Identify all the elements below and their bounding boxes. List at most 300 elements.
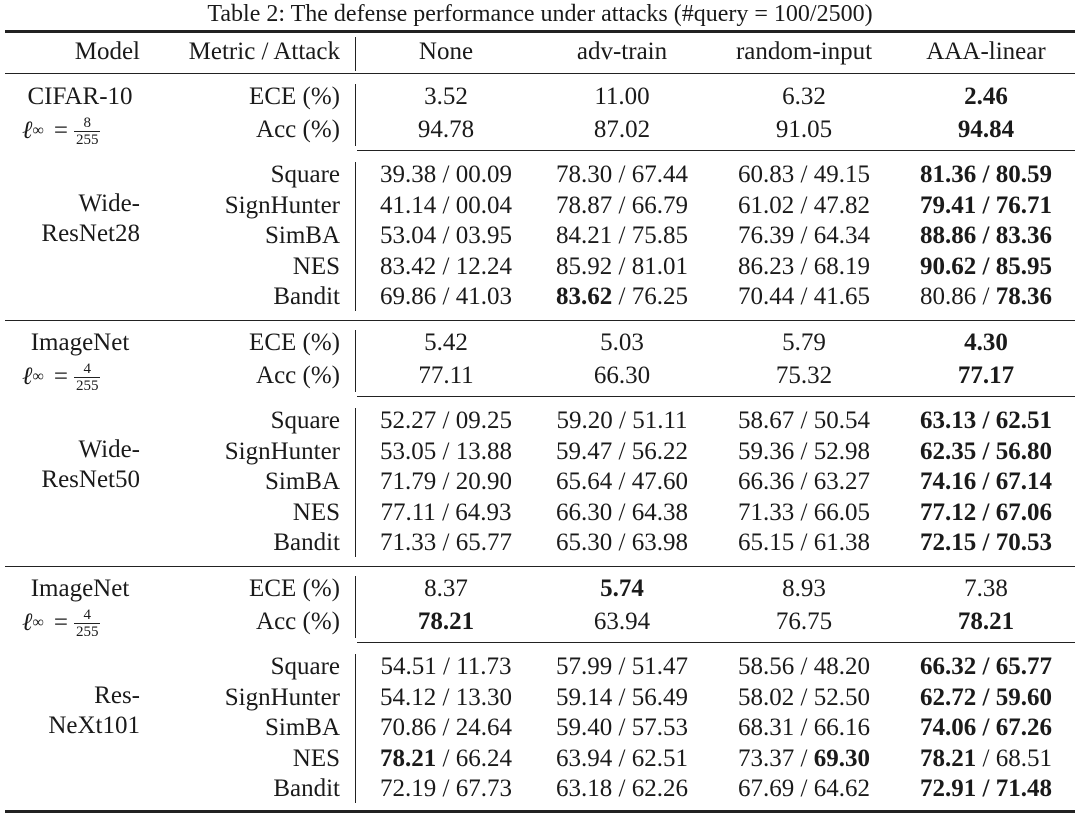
attack-value-aaa-linear [900, 744, 1072, 774]
accuracy-2500-queries: 57.53 [631, 714, 688, 742]
header-model: Model [74, 38, 140, 65]
accuracy-100-queries: 72.15 [920, 529, 977, 557]
accuracy-100-queries: 65.64 [556, 468, 613, 496]
attack-value-aaa-linear [900, 652, 1072, 682]
accuracy-2500-queries: 68.19 [813, 252, 870, 280]
metric-value-adv-train: 11.00 [594, 83, 650, 110]
accuracy-100-queries: 65.30 [556, 529, 613, 557]
accuracy-100-queries: 61.02 [738, 191, 795, 219]
accuracy-100-queries: 68.31 [738, 714, 795, 742]
accuracy-2500-queries: 52.50 [813, 683, 870, 711]
value-separator: / [612, 468, 632, 496]
accuracy-2500-queries: 50.54 [813, 407, 870, 434]
accuracy-2500-queries: 51.47 [631, 653, 688, 680]
value-separator: / [976, 407, 996, 434]
bottom-rule [5, 810, 1075, 813]
accuracy-2500-queries: 78.36 [995, 283, 1052, 311]
fraction-denominator: 255 [75, 377, 99, 394]
accuracy-100-queries: 63.13 [920, 407, 977, 434]
value-separator: / [436, 252, 456, 280]
value-separator: / [436, 283, 456, 311]
accuracy-2500-queries: 41.03 [455, 283, 512, 311]
accuracy-100-queries: 63.18 [556, 775, 613, 803]
value-separator: / [794, 222, 814, 250]
attack-label: Square [270, 161, 340, 188]
metric-value-aaa-linear: 4.30 [964, 329, 1008, 356]
accuracy-2500-queries: 41.65 [813, 283, 870, 311]
model-name [10, 189, 140, 249]
accuracy-100-queries: 74.06 [920, 714, 977, 742]
attack-value-random-input [712, 528, 896, 558]
accuracy-2500-queries: 68.51 [995, 744, 1052, 772]
epsilon-formula [22, 109, 100, 153]
value-separator: / [976, 222, 996, 250]
accuracy-2500-queries: 03.95 [455, 222, 512, 250]
accuracy-100-queries: 54.12 [380, 683, 437, 711]
accuracy-100-queries: 66.36 [738, 468, 795, 496]
accuracy-2500-queries: 66.16 [813, 714, 870, 742]
attack-label: NES [292, 744, 340, 772]
accuracy-2500-queries: 76.71 [995, 191, 1052, 219]
equals-sign: = [53, 609, 68, 636]
value-separator: / [612, 775, 632, 803]
value-separator: / [436, 468, 456, 496]
value-separator: / [612, 683, 632, 711]
attack-value-random-input [712, 713, 896, 743]
attack-value-random-input [712, 406, 896, 436]
value-separator: / [794, 529, 814, 557]
attack-value-aaa-linear [900, 191, 1072, 221]
attack-value-aaa-linear [900, 437, 1072, 467]
attack-value-none [360, 252, 532, 282]
attack-label: SimBA [264, 468, 340, 496]
metric-value-random-input: 5.79 [782, 329, 826, 356]
value-separator: / [794, 468, 814, 496]
value-separator: / [976, 653, 996, 680]
accuracy-2500-queries: 67.06 [995, 498, 1052, 526]
equals-sign: = [53, 363, 68, 390]
attack-value-adv-train [536, 252, 708, 282]
accuracy-2500-queries: 47.60 [631, 468, 688, 496]
attack-divider [355, 654, 356, 803]
ell-symbol: ℓ [22, 117, 33, 144]
value-separator: / [976, 683, 996, 711]
dataset-name: CIFAR-10 [27, 83, 133, 110]
value-separator: / [612, 283, 632, 311]
header-none: None [418, 38, 474, 65]
attack-value-adv-train [536, 774, 708, 804]
epsilon-fraction [74, 607, 101, 640]
value-separator: / [612, 407, 633, 434]
accuracy-2500-queries: 51.11 [632, 407, 688, 434]
value-separator: / [976, 468, 996, 496]
attack-value-none [360, 683, 532, 713]
attack-value-random-input [712, 774, 896, 804]
accuracy-2500-queries: 66.79 [631, 191, 688, 219]
attack-label: Square [270, 407, 340, 434]
model-name [10, 681, 140, 741]
header-metric: Metric / Attack [188, 38, 340, 65]
value-separator: / [436, 683, 456, 711]
epsilon-fraction [74, 361, 101, 394]
accuracy-100-queries: 69.86 [380, 283, 437, 311]
infinity-subscript: ∞ [32, 614, 44, 631]
value-separator: / [435, 498, 456, 526]
value-separator: / [976, 498, 996, 526]
accuracy-100-queries: 62.72 [920, 683, 977, 711]
value-separator: / [976, 437, 996, 465]
header-adv-train: adv-train [576, 38, 668, 65]
equals-sign: = [53, 117, 68, 144]
value-separator: / [612, 222, 632, 250]
metric-value-aaa-linear: 77.17 [957, 362, 1015, 389]
attack-value-none [360, 282, 532, 312]
fraction-numerator: 4 [83, 360, 91, 377]
accuracy-2500-queries: 52.98 [813, 437, 870, 465]
accuracy-100-queries: 74.16 [920, 468, 977, 496]
attack-value-random-input [712, 652, 896, 682]
accuracy-100-queries: 80.86 [920, 283, 977, 311]
accuracy-100-queries: 59.14 [556, 683, 613, 711]
accuracy-100-queries: 72.91 [920, 775, 977, 803]
attack-label: SignHunter [224, 191, 340, 219]
accuracy-2500-queries: 62.26 [631, 775, 688, 803]
attack-value-random-input [712, 744, 896, 774]
accuracy-100-queries: 59.47 [556, 437, 613, 465]
attack-value-adv-train [536, 683, 708, 713]
attack-value-adv-train [536, 744, 708, 774]
accuracy-2500-queries: 56.80 [995, 437, 1052, 465]
accuracy-100-queries: 70.86 [380, 714, 437, 742]
value-separator: / [794, 744, 814, 772]
attack-value-adv-train [536, 406, 708, 436]
metric-label: Acc (%) [256, 116, 340, 143]
accuracy-2500-queries: 64.38 [631, 498, 688, 526]
attack-label: Bandit [273, 775, 340, 803]
epsilon-formula [22, 601, 100, 645]
accuracy-2500-queries: 00.04 [455, 191, 512, 219]
accuracy-2500-queries: 64.93 [455, 498, 512, 526]
attack-divider [355, 408, 356, 557]
attack-value-none [360, 406, 532, 436]
attack-value-adv-train [536, 191, 708, 221]
value-separator: / [794, 653, 814, 680]
attack-label: SimBA [264, 714, 340, 742]
metric-value-aaa-linear: 7.38 [964, 575, 1008, 602]
attack-value-adv-train [536, 652, 708, 682]
section-rule [357, 150, 1075, 151]
section-rule [357, 396, 1075, 397]
accuracy-2500-queries: 65.77 [455, 529, 512, 557]
attack-value-aaa-linear [900, 282, 1072, 312]
attack-label: SignHunter [224, 437, 340, 465]
metric-value-random-input: 91.05 [775, 116, 833, 143]
value-separator: / [976, 283, 996, 311]
attack-value-random-input [712, 191, 896, 221]
accuracy-100-queries: 83.42 [380, 252, 437, 280]
metric-value-adv-train: 87.02 [593, 116, 651, 143]
accuracy-2500-queries: 24.64 [455, 714, 512, 742]
attack-value-none [360, 221, 532, 251]
metric-value-aaa-linear: 2.46 [964, 83, 1008, 110]
accuracy-100-queries: 62.35 [920, 437, 977, 465]
metric-value-random-input: 76.75 [775, 608, 833, 635]
accuracy-100-queries: 60.83 [738, 161, 795, 188]
metric-label: ECE (%) [249, 329, 340, 356]
accuracy-2500-queries: 13.30 [455, 683, 512, 711]
attack-value-adv-train [536, 221, 708, 251]
attack-value-random-input [712, 221, 896, 251]
value-separator: / [976, 161, 996, 188]
accuracy-2500-queries: 61.38 [813, 529, 870, 557]
attack-label: SignHunter [224, 683, 340, 711]
fraction-denominator: 255 [75, 131, 99, 148]
model-name-line: Wide- [78, 189, 140, 217]
attack-value-none [360, 191, 532, 221]
accuracy-2500-queries: 69.30 [813, 744, 870, 772]
metric-value-random-input: 6.32 [782, 83, 826, 110]
value-separator: / [794, 714, 814, 742]
infinity-subscript: ∞ [32, 122, 44, 139]
dataset-name: ImageNet [30, 329, 130, 356]
accuracy-2500-queries: 56.22 [631, 437, 688, 465]
accuracy-100-queries: 70.44 [738, 283, 795, 311]
accuracy-100-queries: 90.62 [920, 252, 977, 280]
accuracy-100-queries: 59.40 [556, 714, 613, 742]
metric-value-adv-train: 5.03 [600, 329, 644, 356]
value-separator: / [436, 222, 456, 250]
epsilon-fraction [74, 115, 101, 148]
accuracy-2500-queries: 85.95 [995, 252, 1052, 280]
header-rule [5, 73, 1075, 74]
value-separator: / [436, 529, 456, 557]
metric-value-none: 3.52 [424, 83, 468, 110]
accuracy-100-queries: 73.37 [738, 744, 795, 772]
attack-label: Bandit [273, 283, 340, 311]
attack-value-none [360, 713, 532, 743]
accuracy-2500-queries: 67.14 [995, 468, 1052, 496]
section-rule [357, 642, 1075, 643]
model-name [10, 435, 140, 495]
attack-value-none [360, 652, 532, 682]
value-separator: / [612, 744, 632, 772]
value-separator: / [436, 161, 456, 188]
accuracy-2500-queries: 47.82 [813, 191, 870, 219]
epsilon-formula [22, 355, 100, 399]
attack-value-none [360, 498, 532, 528]
value-separator: / [612, 498, 632, 526]
accuracy-2500-queries: 63.98 [631, 529, 688, 557]
value-separator: / [612, 191, 632, 219]
value-separator: / [976, 775, 996, 803]
value-separator: / [794, 775, 814, 803]
value-separator: / [976, 744, 996, 772]
accuracy-2500-queries: 56.49 [631, 683, 688, 711]
accuracy-100-queries: 39.38 [380, 161, 437, 188]
accuracy-100-queries: 54.51 [380, 653, 437, 680]
accuracy-2500-queries: 00.09 [455, 161, 512, 188]
accuracy-100-queries: 71.33 [738, 498, 795, 526]
accuracy-2500-queries: 49.15 [813, 161, 870, 188]
attack-value-random-input [712, 467, 896, 497]
value-separator: / [612, 529, 632, 557]
attack-value-none [360, 160, 532, 190]
accuracy-2500-queries: 76.25 [631, 283, 688, 311]
value-separator: / [436, 714, 456, 742]
fraction-denominator: 255 [75, 623, 99, 640]
value-separator: / [794, 683, 814, 711]
accuracy-2500-queries: 75.85 [631, 222, 688, 250]
attack-value-random-input [712, 437, 896, 467]
accuracy-2500-queries: 81.01 [631, 252, 688, 280]
accuracy-2500-queries: 48.20 [813, 653, 870, 680]
value-separator: / [794, 283, 814, 311]
value-separator: / [612, 714, 632, 742]
accuracy-2500-queries: 12.24 [455, 252, 512, 280]
accuracy-100-queries: 53.04 [380, 222, 437, 250]
accuracy-2500-queries: 65.77 [995, 653, 1052, 680]
table-caption [0, 0, 1080, 28]
header-divider [355, 37, 356, 71]
attack-value-none [360, 467, 532, 497]
fraction-numerator: 8 [83, 114, 91, 131]
metric-label: Acc (%) [256, 362, 340, 389]
attack-value-adv-train [536, 437, 708, 467]
value-separator: / [436, 775, 456, 803]
value-separator: / [794, 407, 814, 434]
infinity-subscript: ∞ [32, 368, 44, 385]
attack-value-aaa-linear [900, 160, 1072, 190]
block-separator [5, 566, 1075, 567]
metric-divider [355, 330, 356, 392]
attack-value-adv-train [536, 282, 708, 312]
accuracy-2500-queries: 71.48 [995, 775, 1052, 803]
value-separator: / [436, 653, 457, 680]
value-separator: / [612, 437, 632, 465]
block-separator [5, 320, 1075, 321]
accuracy-100-queries: 78.30 [556, 161, 613, 188]
attack-divider [355, 162, 356, 311]
metric-value-none: 77.11 [418, 362, 474, 389]
attack-label: NES [292, 498, 340, 526]
accuracy-100-queries: 88.86 [920, 222, 977, 250]
attack-value-adv-train [536, 160, 708, 190]
accuracy-2500-queries: 13.88 [455, 437, 512, 465]
value-separator: / [976, 191, 996, 219]
accuracy-2500-queries: 62.51 [995, 407, 1052, 434]
attack-label: SimBA [264, 222, 340, 250]
accuracy-2500-queries: 59.60 [995, 683, 1052, 711]
accuracy-100-queries: 41.14 [380, 191, 437, 219]
accuracy-100-queries: 58.67 [738, 407, 795, 434]
accuracy-100-queries: 76.39 [738, 222, 795, 250]
model-name-line: Res- [94, 681, 140, 709]
metric-value-none: 94.78 [417, 116, 475, 143]
accuracy-2500-queries: 67.26 [995, 714, 1052, 742]
accuracy-100-queries: 66.32 [920, 653, 977, 680]
attack-value-aaa-linear [900, 528, 1072, 558]
accuracy-100-queries: 67.69 [738, 775, 795, 803]
accuracy-2500-queries: 67.73 [455, 775, 512, 803]
accuracy-2500-queries: 20.90 [455, 468, 512, 496]
attack-value-aaa-linear [900, 498, 1072, 528]
metric-label: ECE (%) [249, 83, 340, 110]
value-separator: / [612, 161, 632, 188]
attack-value-none [360, 774, 532, 804]
value-separator: / [976, 252, 996, 280]
accuracy-2500-queries: 80.59 [995, 161, 1052, 188]
attack-value-adv-train [536, 498, 708, 528]
accuracy-100-queries: 83.62 [556, 283, 613, 311]
accuracy-2500-queries: 66.05 [813, 498, 870, 526]
accuracy-100-queries: 66.30 [556, 498, 613, 526]
metric-value-aaa-linear: 94.84 [957, 116, 1015, 143]
header-random-input: random-input [735, 38, 873, 65]
attack-value-aaa-linear [900, 252, 1072, 282]
accuracy-100-queries: 79.41 [920, 191, 977, 219]
accuracy-100-queries: 78.21 [920, 744, 977, 772]
attack-label: Square [270, 653, 340, 680]
accuracy-100-queries: 63.94 [556, 744, 613, 772]
attack-value-adv-train [536, 713, 708, 743]
attack-value-none [360, 437, 532, 467]
value-separator: / [612, 653, 632, 680]
accuracy-2500-queries: 67.44 [631, 161, 688, 188]
caption-text: Table 2: The defense performance under attacks (#query = 100/2500) [207, 1, 873, 27]
value-separator: / [794, 161, 814, 188]
accuracy-100-queries: 86.23 [738, 252, 795, 280]
metric-value-adv-train: 5.74 [600, 575, 644, 602]
attack-value-none [360, 744, 532, 774]
accuracy-100-queries: 78.87 [556, 191, 613, 219]
header-aaa-linear: AAA-linear [926, 38, 1046, 65]
accuracy-100-queries: 77.11 [380, 498, 436, 526]
accuracy-100-queries: 85.92 [556, 252, 613, 280]
accuracy-100-queries: 71.79 [380, 468, 437, 496]
attack-value-random-input [712, 683, 896, 713]
attack-value-aaa-linear [900, 774, 1072, 804]
accuracy-100-queries: 57.99 [556, 653, 613, 680]
attack-label: Bandit [273, 529, 340, 557]
accuracy-100-queries: 52.27 [380, 407, 437, 434]
value-separator: / [794, 498, 814, 526]
value-separator: / [794, 252, 814, 280]
accuracy-2500-queries: 83.36 [995, 222, 1052, 250]
accuracy-100-queries: 59.20 [556, 407, 613, 434]
attack-label: NES [292, 252, 340, 280]
accuracy-100-queries: 72.19 [380, 775, 437, 803]
accuracy-100-queries: 59.36 [738, 437, 795, 465]
attack-value-aaa-linear [900, 683, 1072, 713]
accuracy-2500-queries: 66.24 [455, 744, 512, 772]
metric-value-adv-train: 63.94 [593, 608, 651, 635]
top-rule [5, 30, 1075, 33]
metric-value-adv-train: 66.30 [593, 362, 651, 389]
ell-symbol: ℓ [22, 363, 33, 390]
value-separator: / [976, 714, 996, 742]
accuracy-100-queries: 58.02 [738, 683, 795, 711]
accuracy-2500-queries: 63.27 [813, 468, 870, 496]
value-separator: / [976, 529, 996, 557]
metric-label: ECE (%) [249, 575, 340, 602]
model-name-line: NeXt101 [48, 711, 140, 739]
value-separator: / [794, 437, 814, 465]
fraction-numerator: 4 [83, 606, 91, 623]
attack-value-random-input [712, 498, 896, 528]
accuracy-100-queries: 53.05 [380, 437, 437, 465]
value-separator: / [436, 407, 456, 434]
attack-value-none [360, 528, 532, 558]
